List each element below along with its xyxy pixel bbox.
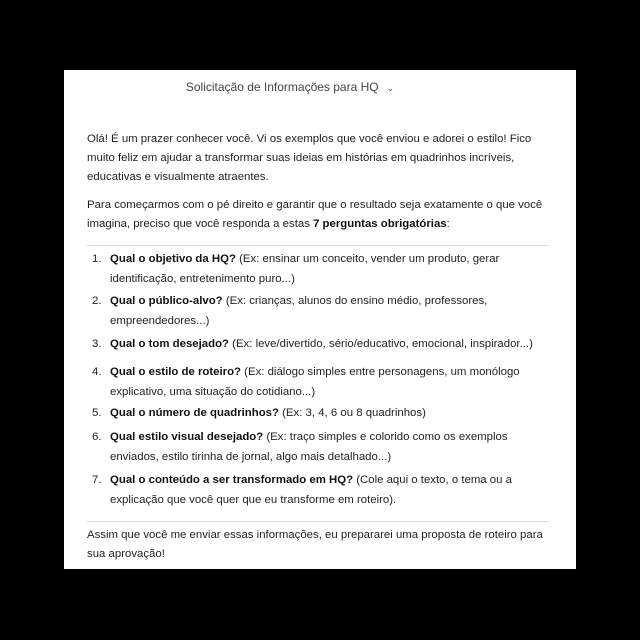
question-title: Qual o conteúdo a ser transformado em HQ? <box>110 474 354 486</box>
lead-text: Para começarmos com o pé direito e garantir que o resultado seja exatamente o que você imagina, preciso que você responda a estas <box>87 199 543 230</box>
question-example: (Ex: diálogo simples entre personagens, um monólogo explicativo, uma situação do cotidiano...) <box>110 366 520 398</box>
closing-paragraph: Assim que você me enviar essas informações, eu prepararei uma proposta de roteiro para sua aprovação! <box>87 529 543 560</box>
question-title: Qual estilo visual desejado? <box>110 431 264 443</box>
question-item <box>87 404 557 424</box>
question-number: 2. <box>92 295 102 307</box>
question-number: 5. <box>92 407 102 419</box>
intro-paragraph: Olá! É um prazer conhecer você. Vi os exemplos que você enviou e adorei o estilo! Fico muito feliz em ajudar a transformar suas ideias em histórias em quadrinhos incríveis, educativas e visualmente atraentes. <box>87 133 532 183</box>
question-title: Qual o estilo de roteiro? <box>110 366 242 378</box>
question-item <box>87 250 557 289</box>
conversation-title: Solicitação de Informações para HQ <box>185 80 379 94</box>
question-example: (Ex: leve/divertido, sério/educativo, emocional, inspirador...) <box>228 338 533 350</box>
question-item <box>87 292 557 331</box>
question-number: 7. <box>92 474 102 486</box>
question-item <box>87 428 557 467</box>
question-title: Qual o público-alvo? <box>110 295 223 307</box>
question-example: (Ex: crianças, alunos do ensino médio, professores, empreendedores...) <box>110 295 488 327</box>
question-number: 1. <box>92 253 102 265</box>
lead-end: : <box>446 218 450 230</box>
question-title: Qual o número de quadrinhos? <box>110 407 279 419</box>
question-number: 3. <box>92 338 102 350</box>
question-number: 4. <box>92 366 102 378</box>
question-title: Qual o objetivo da HQ? <box>110 253 236 265</box>
question-example: (Cole aqui o texto, o tema ou a explicação que você quer que eu transforme em roteiro). <box>110 474 512 506</box>
question-title: Qual o tom desejado? <box>110 338 229 350</box>
chevron-down-icon: ⌄ <box>386 83 395 93</box>
question-example: (Ex: traço simples e colorido como os exemplos enviados, estilo tirinha de jornal, algo mais detalhado...) <box>110 431 508 463</box>
question-number: 6. <box>92 431 102 443</box>
question-item <box>87 363 557 402</box>
lead-bold: 7 perguntas obrigatórias <box>313 218 447 230</box>
lead-paragraph <box>87 196 557 234</box>
divider <box>87 521 549 522</box>
question-item <box>87 335 557 355</box>
question-example: (Ex: 3, 4, 6 ou 8 quadrinhos) <box>278 407 426 419</box>
question-item <box>87 471 557 510</box>
chat-response-panel <box>64 70 576 569</box>
conversation-title-button[interactable] <box>64 80 516 94</box>
divider <box>87 245 549 246</box>
question-example: (Ex: ensinar um conceito, vender um produto, gerar identificação, entretenimento puro...) <box>110 253 500 285</box>
